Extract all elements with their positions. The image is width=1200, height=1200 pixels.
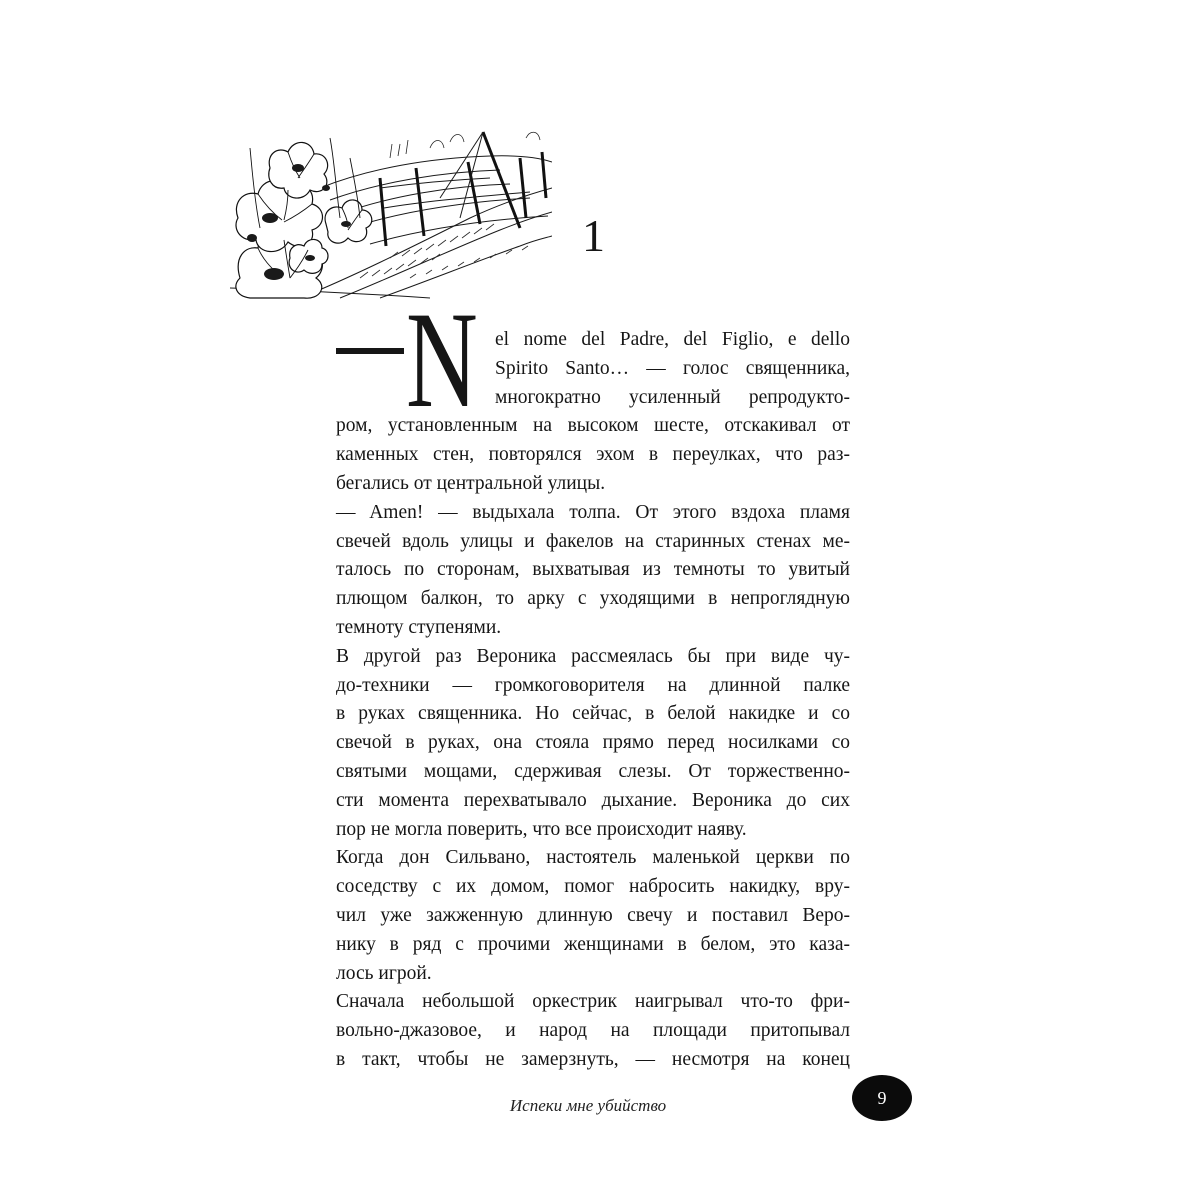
body-line: вольно-джазовое, и народ на площади притопывал — [336, 1020, 850, 1042]
body-line: Spirito Santo… — голос священника, — [495, 357, 850, 379]
body-line: пор не могла поверить, что все происходит наяву. — [336, 818, 747, 840]
body-line: талось по сторонам, выхватывая из темноты то увитый — [336, 559, 850, 581]
body-line: ром, установленным на высоком шесте, отскакивал от — [336, 415, 850, 437]
body-line: el nome del Padre, del Figlio, e dello — [495, 329, 850, 350]
body-line: нику в ряд с прочими женщинами в белом, это каза- — [336, 933, 850, 955]
body-line: в такт, чтобы не замерзнуть, — несмотря на конец — [336, 1048, 850, 1070]
drop-cap: N — [406, 283, 478, 436]
running-head-book-title: Испеки мне убийство — [509, 1096, 667, 1115]
body-line: В другой раз Вероника рассмеялась бы при виде чу- — [336, 645, 850, 667]
body-line: в руках священника. Но сейчас, в белой накидке и со — [336, 703, 850, 725]
body-line: Сначала небольшой оркестрик наигрывал что-то фри- — [336, 991, 850, 1013]
body-line: — Amen! — выдыхала толпа. От этого вздоха пламя — [336, 501, 850, 523]
body-line: плющом балкон, то арку с уходящими в непроглядную — [336, 588, 850, 610]
body-line: свечей вдоль улицы и факелов на старинных стенах ме- — [336, 530, 850, 552]
page-number-badge: 9 — [852, 1075, 912, 1121]
body-line: сти момента перехватывало дыхание. Вероника до сих — [336, 789, 850, 811]
body-line: свечой в руках, она стояла прямо перед носилками со — [336, 732, 850, 754]
body-line: лось игрой. — [336, 962, 432, 984]
chapter-body-text — [336, 326, 850, 1075]
body-line: Когда дон Сильвано, настоятель маленькой церкви по — [336, 847, 850, 869]
body-line: темноту ступенями. — [336, 616, 502, 638]
body-line: бегались от центральной улицы. — [336, 472, 606, 494]
vineyard-illustration — [230, 128, 552, 300]
body-line: многократно усиленный репродукто- — [495, 386, 850, 408]
body-line: каменных стен, повторялся эхом в переулках, что раз- — [336, 444, 850, 466]
body-line: чил уже зажженную длинную свечу и поставил Веро- — [336, 904, 850, 926]
body-line: до-техники — громкоговорителя на длинной палке — [336, 674, 850, 696]
body-line: соседству с их домом, помог набросить накидку, вру- — [336, 876, 850, 898]
chapter-number: 1 — [582, 210, 605, 261]
body-line: святыми мощами, сдерживая слезы. От торжественно- — [336, 760, 850, 782]
